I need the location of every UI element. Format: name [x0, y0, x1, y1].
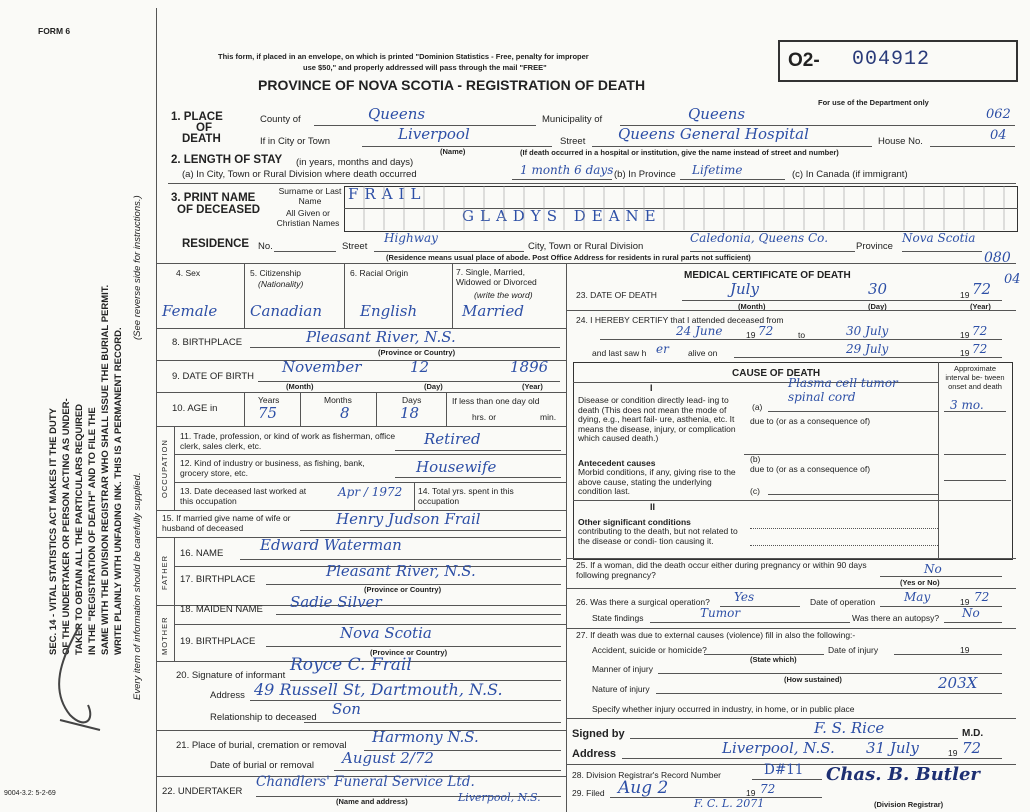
vital-stats-note-4: IN THE "REGISTRATION OF DEATH" AND TO FILE THE	[87, 407, 98, 655]
vital-stats-note-5: SAME WITH THE DIVISION REGISTRAR WHO SHALL ISSUE THE BURIAL PERMIT.	[100, 284, 111, 655]
injury-place-label: Specify whether injury occurred in industry, in home, or in public place	[592, 704, 855, 714]
racial-origin-value: English	[360, 302, 418, 320]
cause-b-label: (b)	[750, 454, 761, 464]
residence-province-value: Nova Scotia	[902, 231, 976, 245]
stay-province-label: (b) In Province	[614, 169, 676, 180]
county-value: Queens	[368, 105, 426, 123]
death-year-caption: (Year)	[970, 302, 991, 311]
how-sustained-caption: (How sustained)	[784, 675, 842, 684]
attended-to-year: 72	[972, 324, 988, 338]
certifier-address: Liverpool, N.S.	[722, 739, 835, 757]
pregnancy-caption: (Yes or No)	[900, 578, 940, 587]
operation-year-prefix: 19	[960, 597, 970, 607]
filed-date: Aug 2	[618, 778, 669, 798]
state-which-caption: (State which)	[750, 655, 797, 664]
father-name-label: 16. NAME	[180, 548, 224, 559]
form-footer-code: 9004-3.2: 5-2-69	[4, 790, 56, 797]
informant-address-label: Address	[210, 690, 245, 701]
cause-a-interval: 3 mo.	[950, 398, 984, 412]
mother-maiden-label: 18. MAIDEN NAME	[180, 604, 263, 615]
certifier-year-prefix: 19	[948, 748, 958, 758]
dob-month: November	[282, 358, 362, 376]
last-worked-value: Apr / 1972	[338, 485, 403, 499]
place-label-of: OF	[196, 122, 212, 134]
filed-year: 72	[760, 782, 776, 796]
age-months-value: 8	[340, 404, 350, 422]
mother-maiden-value: Sadie Silver	[290, 593, 382, 611]
sex-value: Female	[162, 302, 218, 320]
residence-division-value: Caledonia, Queens Co.	[690, 231, 829, 245]
father-birthplace-value: Pleasant River, N.S.	[326, 562, 476, 580]
dob-year: 1896	[510, 358, 549, 376]
given-names-label: All Given or Christian Names	[276, 208, 340, 228]
hrs-label: hrs. or	[472, 412, 497, 422]
residence-street-value: Highway	[384, 231, 438, 245]
cause-heading: CAUSE OF DEATH	[732, 368, 821, 379]
death-year-prefix: 19	[960, 290, 970, 300]
filed-year-prefix: 19	[746, 788, 756, 798]
surgery-question: 26. Was there a surgical operation?	[576, 597, 710, 607]
vital-stats-note-2: OF THE UNDERTAKER OR PERSON ACTING AS UNDER-	[61, 398, 72, 655]
place-label-death: DEATH	[182, 133, 221, 145]
city-value: Liverpool	[398, 125, 470, 143]
relationship-label: Relationship to deceased	[210, 712, 317, 723]
form-title: PROVINCE OF NOVA SCOTIA - REGISTRATION OF DEATH	[258, 77, 646, 93]
city-label: If in City or Town	[260, 136, 331, 147]
antecedent-label: Antecedent causes	[578, 458, 656, 468]
injury-year-prefix: 19	[960, 645, 970, 655]
cause-section-2: II	[650, 502, 656, 512]
industry-label: 12. Kind of industry or business, as fishing, bank, grocery store, etc.	[180, 458, 365, 478]
marital-label: 7. Single, Married, Widowed or Divorced	[456, 267, 537, 287]
vital-stats-note-1: SEC. 14 - VITAL STATISTICS ACT MAKES IT THE DUTY	[48, 407, 59, 655]
attended-label: 24. I HEREBY CERTIFY that I attended deceased from	[576, 315, 784, 325]
informant-signature-label: 20. Signature of informant	[176, 670, 286, 681]
municipality-label: Municipality of	[542, 114, 603, 125]
stay-canada-label: (c) In Canada (if immigrant)	[792, 169, 908, 180]
burial-date-value: August 2/72	[342, 749, 434, 767]
residence-street-label: Street	[342, 241, 368, 252]
less-than-day-label: If less than one day old	[452, 396, 540, 406]
stay-label-sub: (in years, months and days)	[296, 157, 414, 168]
attended-from-year: 72	[758, 324, 774, 338]
registrar-initials: F. C. L. 2071	[694, 797, 765, 810]
father-name-value: Edward Waterman	[260, 536, 402, 554]
city-name-caption: (Name)	[440, 147, 466, 156]
street-label: Street	[560, 136, 586, 147]
certifier-year: 72	[962, 739, 982, 757]
undertaker-name: Chandlers' Funeral Service Ltd.	[256, 774, 475, 790]
registration-number: 004912	[852, 48, 931, 71]
birthplace-caption: (Province or Country)	[378, 348, 456, 357]
industry-value: Housewife	[416, 458, 497, 476]
mother-side-label: MOTHER	[160, 616, 169, 655]
carefully-supplied-note: Every item of information should be carefully supplied.	[132, 472, 143, 700]
operation-month: May	[904, 590, 931, 604]
trade-value: Retired	[424, 430, 481, 448]
hospital-note: (If death occurred in a hospital or institution, give the name instead of street and number)	[520, 148, 839, 157]
record-number-label: 28. Division Registrar's Record Number	[572, 770, 722, 780]
death-day-caption: (Day)	[868, 302, 887, 311]
vital-stats-note-6: WRITE PLAINLY WITH UNFADING INK. THIS IS A PERMANENT RECORD.	[113, 327, 124, 655]
nature-code: 203X	[938, 674, 978, 692]
father-side-label: FATHER	[160, 554, 169, 590]
form-code: FORM 6	[38, 26, 71, 36]
registration-number-box	[778, 40, 1018, 82]
attended-to-nineteen: 19	[960, 330, 970, 340]
dob-year-caption: (Year)	[522, 382, 543, 391]
section-divider	[156, 263, 1016, 264]
mother-birthplace-value: Nova Scotia	[340, 624, 432, 642]
cause-a-due-to: due to (or as a consequence of)	[750, 416, 871, 426]
birthplace-value: Pleasant River, N.S.	[306, 328, 456, 346]
left-border	[156, 8, 157, 812]
marital-value: Married	[462, 302, 524, 320]
approx-interval-label: Approximate interval be- tween onset and death	[945, 364, 1005, 391]
vital-stats-note-3: TAKER TO OBTAIN ALL THE PARTICULARS REQUIRED	[74, 403, 85, 655]
age-months-label: Months	[324, 395, 352, 405]
county-label: County of	[260, 114, 301, 125]
stay-local-label: (a) In City, Town or Rural Division where death occurred	[182, 169, 417, 180]
nature-label: Nature of injury	[592, 684, 650, 694]
signed-by-label: Signed by	[572, 728, 625, 740]
certifier-signature: F. S. Rice	[814, 719, 885, 737]
burial-place-label: 21. Place of burial, cremation or removal	[176, 740, 347, 751]
attended-from-nineteen: 19	[746, 330, 756, 340]
dept-code-3: 080	[984, 250, 1011, 266]
undertaker-location: Liverpool, N.S.	[458, 791, 541, 804]
mother-birthplace-label: 19. BIRTHPLACE	[180, 636, 256, 647]
death-month: July	[730, 280, 759, 298]
relationship-value: Son	[332, 700, 361, 718]
certifier-address-label: Address	[572, 748, 617, 760]
filed-label: 29. Filed	[572, 788, 605, 798]
registrar-caption: (Division Registrar)	[874, 800, 944, 809]
spouse-value: Henry Judson Frail	[336, 510, 481, 528]
pregnancy-answer: No	[924, 562, 942, 576]
citizenship-label: 5. Citizenship	[250, 268, 302, 278]
cause-a-label: (a)	[752, 402, 763, 412]
cause-c-label: (c)	[750, 486, 760, 496]
stay-local-value: 1 month 6 days	[520, 163, 614, 177]
sex-label: 4. Sex	[176, 268, 201, 278]
name-grid-cells	[344, 186, 1016, 230]
other-conditions-sub: contributing to the death, but not related to the disease or condi- tion causing it.	[578, 526, 738, 546]
cause-a-value: Plasma cell tumor spinal cord	[788, 376, 898, 404]
informant-signature: Royce C. Frail	[290, 655, 412, 675]
certifier-date: 31 July	[866, 739, 919, 757]
citizenship-value: Canadian	[250, 302, 323, 320]
age-days-value: 18	[400, 404, 420, 422]
spouse-label: 15. If married give name of wife or husband of deceased	[162, 513, 291, 533]
cause-section-1: I	[650, 383, 653, 393]
last-saw-label: and last saw h	[592, 348, 647, 358]
age-days-label: Days	[402, 395, 422, 405]
alive-nineteen: 19	[960, 348, 970, 358]
operation-year: 72	[974, 590, 990, 604]
alive-on-label: alive on	[688, 348, 718, 358]
autopsy-answer: No	[962, 606, 980, 620]
dept-code-1: 062	[986, 107, 1011, 122]
pregnancy-question: 25. If a woman, did the death occur either during pregnancy or within 90 days following pregnancy?	[576, 560, 867, 580]
department-use-label: For use of the Department only	[818, 98, 929, 107]
state-findings-label: State findings	[592, 613, 644, 623]
dob-day-caption: (Day)	[424, 382, 443, 391]
informant-address: 49 Russell St, Dartmouth, N.S.	[254, 680, 503, 699]
operation-date-label: Date of operation	[810, 597, 876, 607]
name-label-1: 3. PRINT NAME	[171, 192, 256, 204]
residence-no-label: No.	[258, 241, 273, 252]
undertaker-label: 22. UNDERTAKER	[162, 786, 243, 797]
other-conditions-label: Other significant conditions	[578, 517, 691, 527]
birthplace-label: 8. BIRTHPLACE	[172, 337, 243, 348]
age-years-value: 75	[258, 404, 278, 422]
racial-origin-label: 6. Racial Origin	[350, 268, 409, 278]
dept-code-4: 04	[1004, 272, 1021, 287]
attended-to-label: to	[798, 330, 806, 340]
immediate-cause-label: Disease or condition directly lead- ing to death (This does not mean the mode of dying, e.g., heart fail- ure, asthenia, etc. It means the disease, injury, or complication which caused death.)	[578, 395, 736, 443]
antecedent-sub: Morbid conditions, if any, giving rise to the above cause, stating the underlying condition last.	[578, 467, 736, 496]
stay-province-value: Lifetime	[692, 163, 743, 177]
dob-label: 9. DATE OF BIRTH	[172, 371, 254, 382]
trade-label: 11. Trade, profession, or kind of work as fisherman, office clerk, sales clerk, etc.	[180, 431, 396, 451]
name-label-2: OF DECEASED	[177, 204, 261, 216]
residence-note: (Residence means usual place of abode. Post Office Address for residents in rural parts not sufficient)	[386, 253, 751, 262]
min-label: min.	[540, 412, 557, 422]
mother-birthplace-caption: (Province or Country)	[370, 648, 448, 657]
undertaker-caption: (Name and address)	[336, 797, 408, 806]
residence-province-label: Province	[856, 241, 893, 252]
burial-date-label: Date of burial or removal	[210, 760, 315, 771]
dept-code-2: 04	[990, 128, 1007, 143]
findings-value: Tumor	[700, 606, 741, 620]
autopsy-label: Was there an autopsy?	[852, 613, 940, 623]
municipality-value: Queens	[688, 105, 746, 123]
center-divider	[566, 263, 567, 812]
marital-sub: (write the word)	[474, 290, 533, 300]
death-month-caption: (Month)	[738, 302, 766, 311]
external-causes-label: 27. If death was due to external causes (violence) fill in also the following:-	[576, 630, 856, 640]
attended-to-date: 30 July	[846, 324, 889, 338]
given-names-value: GLADYS DEANE	[462, 207, 662, 225]
mailing-notice-2: use $50," and properly addressed will pass through the mail "FREE"	[303, 63, 547, 72]
age-label: 10. AGE in	[172, 403, 218, 414]
total-years-label: 14. Total yrs. spent in this occupation	[418, 486, 514, 506]
surgery-answer: Yes	[734, 590, 755, 604]
cause-b-due-to: due to (or as a consequence of)	[750, 464, 871, 474]
residence-division-label: City, Town or Rural Division	[528, 241, 644, 252]
street-value: Queens General Hospital	[618, 125, 809, 143]
record-number-value: D#11	[764, 762, 804, 778]
dob-day: 12	[410, 358, 430, 376]
attended-from-date: 24 June	[676, 324, 723, 338]
alive-year: 72	[972, 342, 988, 356]
mailing-notice-1: This form, if placed in an envelope, on which is printed "Dominion Statistics - Free, penalty for improper	[218, 52, 589, 61]
father-birthplace-caption: (Province or Country)	[364, 585, 442, 594]
accident-label: Accident, suicide or homicide?	[592, 645, 707, 655]
last-worked-label: 13. Date deceased last worked at this occupation	[180, 486, 307, 506]
death-year: 72	[972, 280, 992, 298]
date-of-death-label: 23. DATE OF DEATH	[576, 290, 657, 300]
death-day: 30	[868, 280, 888, 298]
pen-mark	[40, 620, 110, 740]
age-years-label: Years	[258, 395, 280, 405]
medical-heading: MEDICAL CERTIFICATE OF DEATH	[684, 270, 851, 281]
registration-prefix: O2-	[788, 50, 820, 71]
surname-label: Surname or Last Name	[278, 186, 342, 206]
father-birthplace-label: 17. BIRTHPLACE	[180, 574, 256, 585]
surname-value: FRAIL	[348, 185, 427, 203]
burial-place-value: Harmony N.S.	[372, 728, 479, 746]
registrar-signature: Chas. B. Butler	[826, 764, 980, 785]
alive-date: 29 July	[846, 342, 889, 356]
last-saw-pronoun: er	[656, 342, 669, 356]
house-no-label: House No.	[878, 136, 923, 147]
occupation-side-label: OCCUPATION	[160, 439, 169, 498]
citizenship-sub: (Nationality)	[258, 279, 304, 289]
stay-label: 2. LENGTH OF STAY	[171, 154, 283, 166]
residence-label: RESIDENCE	[182, 238, 250, 250]
place-label-1: 1. PLACE	[171, 111, 223, 123]
md-label: M.D.	[962, 728, 984, 739]
reverse-side-note: (See reverse side for instructions.)	[132, 195, 143, 340]
manner-label: Manner of injury	[592, 664, 653, 674]
dob-month-caption: (Month)	[286, 382, 314, 391]
injury-date-label: Date of injury	[828, 645, 879, 655]
